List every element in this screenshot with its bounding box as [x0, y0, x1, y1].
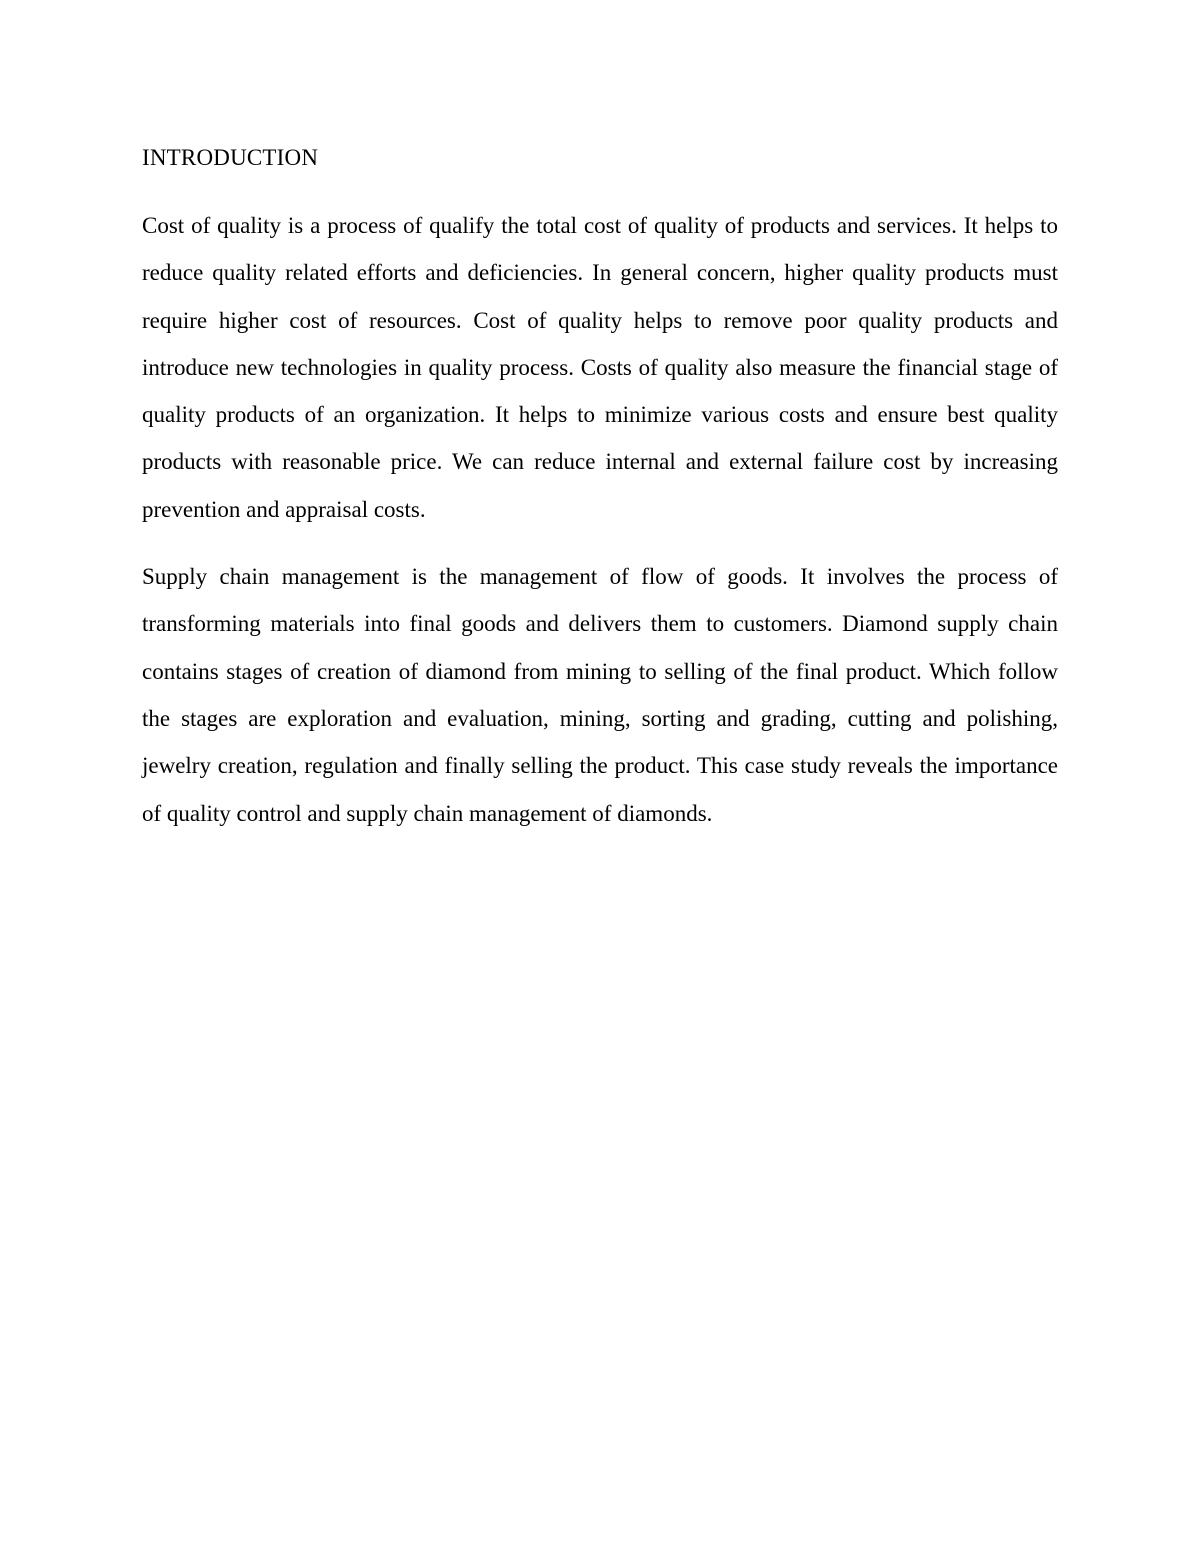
paragraph-supply-chain: Supply chain management is the management of flow of goods. It involves the process of transforming materials into final goods and delivers them to customers. Diamond supply chain contains stages of creation of diamond from mining to selling of the final product. Which follow the stages are exploration and evaluation, mining, sorting and grading, cutting and polishing, jewelry creation, regulation and finally selling the product. This case study reveals the importance of quality control and supply chain management of diamonds. [142, 564, 1058, 826]
paragraph-cost-of-quality: Cost of quality is a process of qualify the total cost of quality of products and services. It helps to reduce quality related efforts and deficiencies. In general concern, higher quality products must require higher cost of resources. Cost of quality helps to remove poor quality products and introduce new technologies in quality process. Costs of quality also measure the financial stage of quality products of an organization. It helps to minimize various costs and ensure best quality products with reasonable price. We can reduce internal and external failure cost by increasing prevention and appraisal costs. [142, 213, 1058, 522]
section-heading: INTRODUCTION [142, 145, 319, 170]
document-body [142, 141, 1058, 857]
